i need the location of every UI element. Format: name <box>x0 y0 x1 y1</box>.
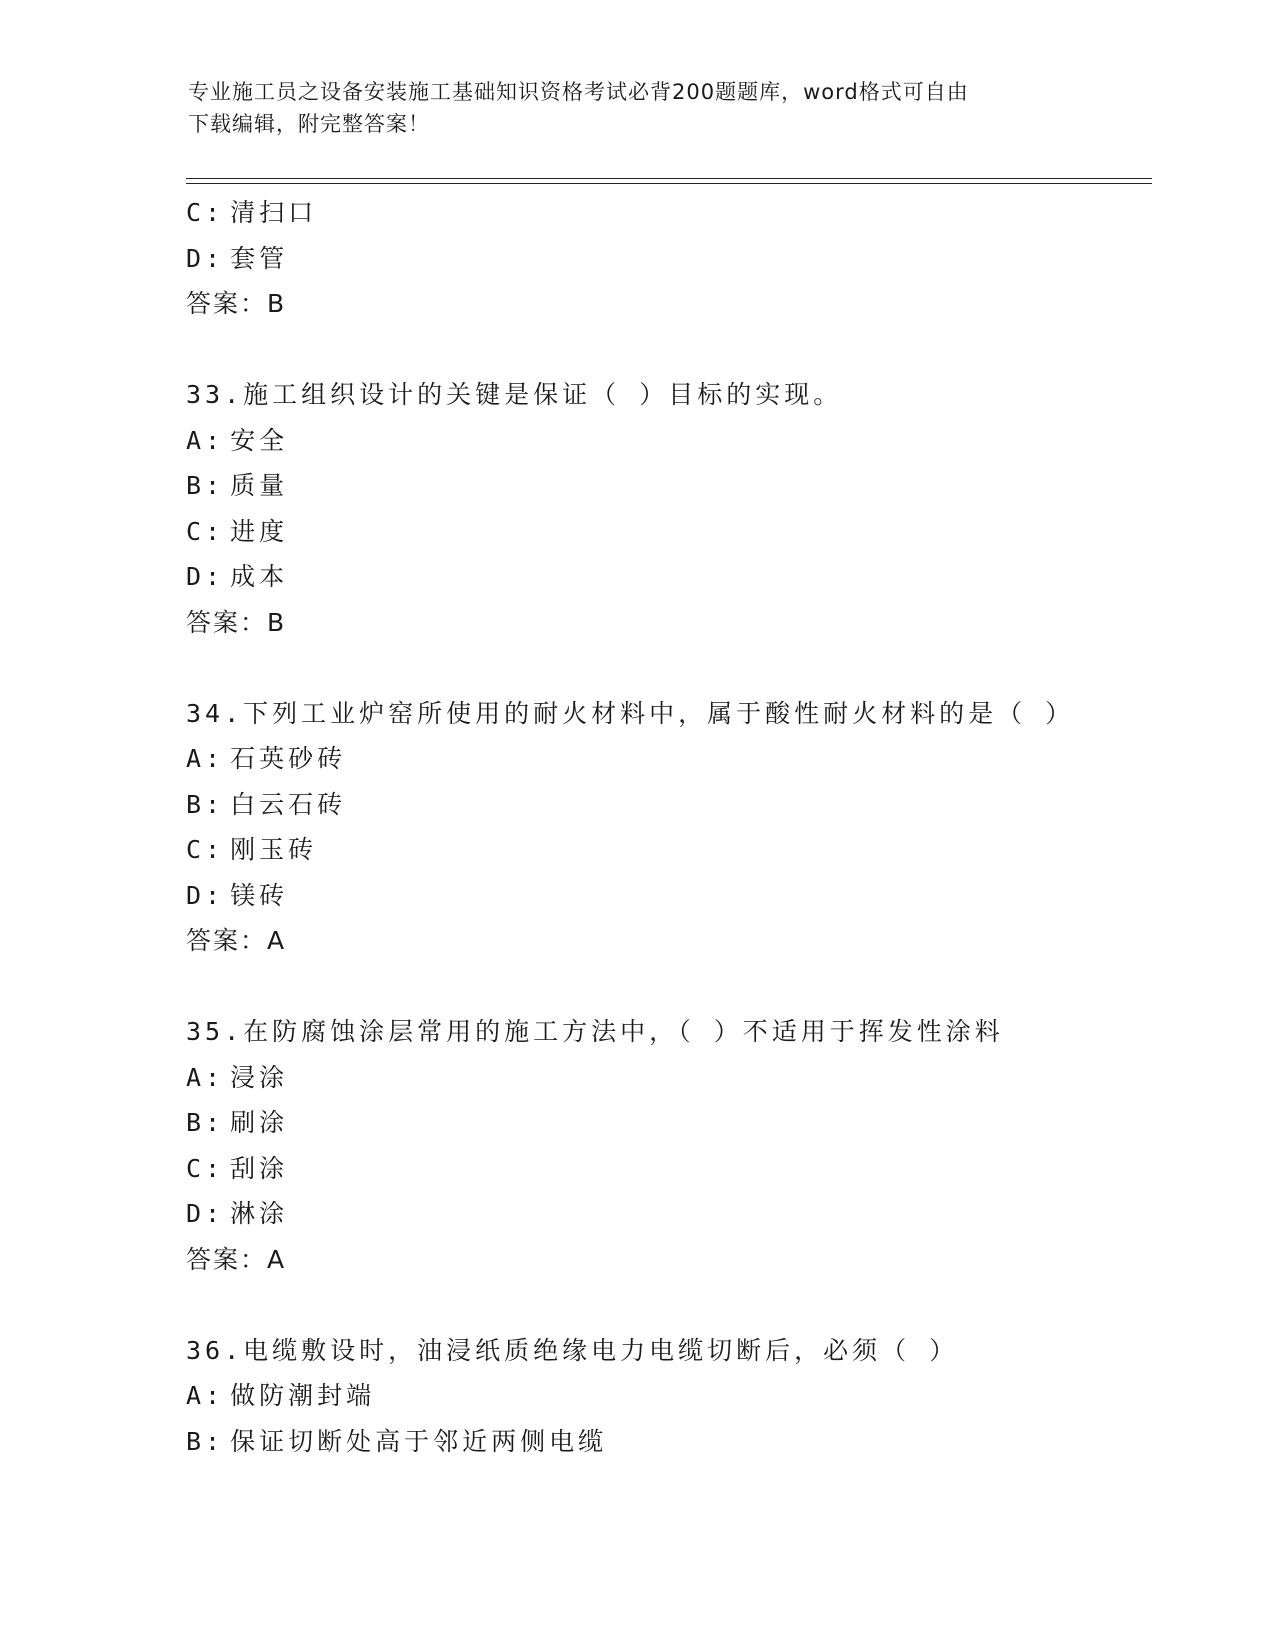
option-row <box>186 1055 1152 1101</box>
option-text: 进度 <box>230 516 289 546</box>
option-text: 刮涂 <box>230 1153 289 1183</box>
option-letter: C: <box>186 1153 225 1183</box>
option-letter: D: <box>186 880 225 910</box>
option-row <box>186 736 1152 782</box>
option-text: 套管 <box>230 243 289 273</box>
option-row <box>186 1100 1152 1146</box>
option-text: 安全 <box>230 425 289 455</box>
option-text: 质量 <box>230 471 289 500</box>
spacer <box>186 645 1152 691</box>
header-line-2: 下载编辑，附完整答案！ <box>188 112 430 136</box>
spacer <box>186 964 1152 1010</box>
header-rule-bottom <box>186 183 1152 184</box>
option-letter: C: <box>186 835 225 864</box>
option-row <box>186 873 1152 919</box>
option-row <box>186 236 1152 282</box>
option-row <box>186 509 1152 555</box>
question-stem: 33.施工组织设计的关键是保证（ ）目标的实现。 <box>186 380 843 409</box>
option-letter: D: <box>186 562 225 591</box>
option-row <box>186 1373 1152 1419</box>
question-stem: 34.下列工业炉窑所使用的耐火材料中，属于酸性耐火材料的是（ ） <box>186 698 1075 728</box>
option-text: 石英砂砖 <box>230 744 347 773</box>
answer-line: 答案：A <box>186 1244 287 1274</box>
option-text: 成本 <box>230 562 289 591</box>
option-row <box>186 418 1152 464</box>
header-rule-top <box>186 178 1152 179</box>
option-text: 保证切断处高于邻近两侧电缆 <box>230 1426 608 1456</box>
spacer <box>186 1282 1152 1328</box>
question-stem: 36.电缆敷设时，油浸纸质绝缘电力电缆切断后，必须（ ） <box>186 1335 959 1365</box>
answer-line: 答案：B <box>186 607 287 637</box>
option-row <box>186 782 1152 828</box>
option-row <box>186 190 1152 236</box>
spacer <box>186 327 1152 373</box>
option-letter: D: <box>186 243 225 273</box>
answer-line: 答案：A <box>186 926 287 955</box>
option-row <box>186 554 1152 600</box>
option-letter: D: <box>186 1199 225 1228</box>
header-line-1: 专业施工员之设备安装施工基础知识资格考试必背200题题库，word格式可自由 <box>188 80 969 104</box>
option-letter: C: <box>186 198 225 227</box>
option-text: 镁砖 <box>230 880 289 910</box>
option-letter: B: <box>186 471 225 500</box>
option-text: 淋涂 <box>230 1199 289 1228</box>
option-letter: A: <box>186 1381 225 1410</box>
option-letter: A: <box>186 1062 225 1092</box>
page-header <box>188 76 1068 140</box>
option-row <box>186 827 1152 873</box>
option-text: 做防潮封端 <box>230 1381 376 1410</box>
question-list <box>186 190 1152 1464</box>
option-row <box>186 1419 1152 1465</box>
option-row <box>186 1191 1152 1237</box>
option-letter: A: <box>186 425 225 455</box>
option-text: 白云石砖 <box>230 789 347 819</box>
option-text: 刚玉砖 <box>230 835 318 864</box>
option-text: 刷涂 <box>230 1108 289 1137</box>
option-letter: B: <box>186 1426 225 1456</box>
option-text: 清扫口 <box>230 198 318 227</box>
question-stem: 35.在防腐蚀涂层常用的施工方法中，（ ）不适用于挥发性涂料 <box>186 1017 1004 1046</box>
answer-line: 答案：B <box>186 289 287 318</box>
option-letter: C: <box>186 516 225 546</box>
option-letter: A: <box>186 744 225 773</box>
option-row <box>186 463 1152 509</box>
option-letter: B: <box>186 1108 225 1137</box>
option-text: 浸涂 <box>230 1062 289 1092</box>
option-row <box>186 1146 1152 1192</box>
option-letter: B: <box>186 789 225 819</box>
